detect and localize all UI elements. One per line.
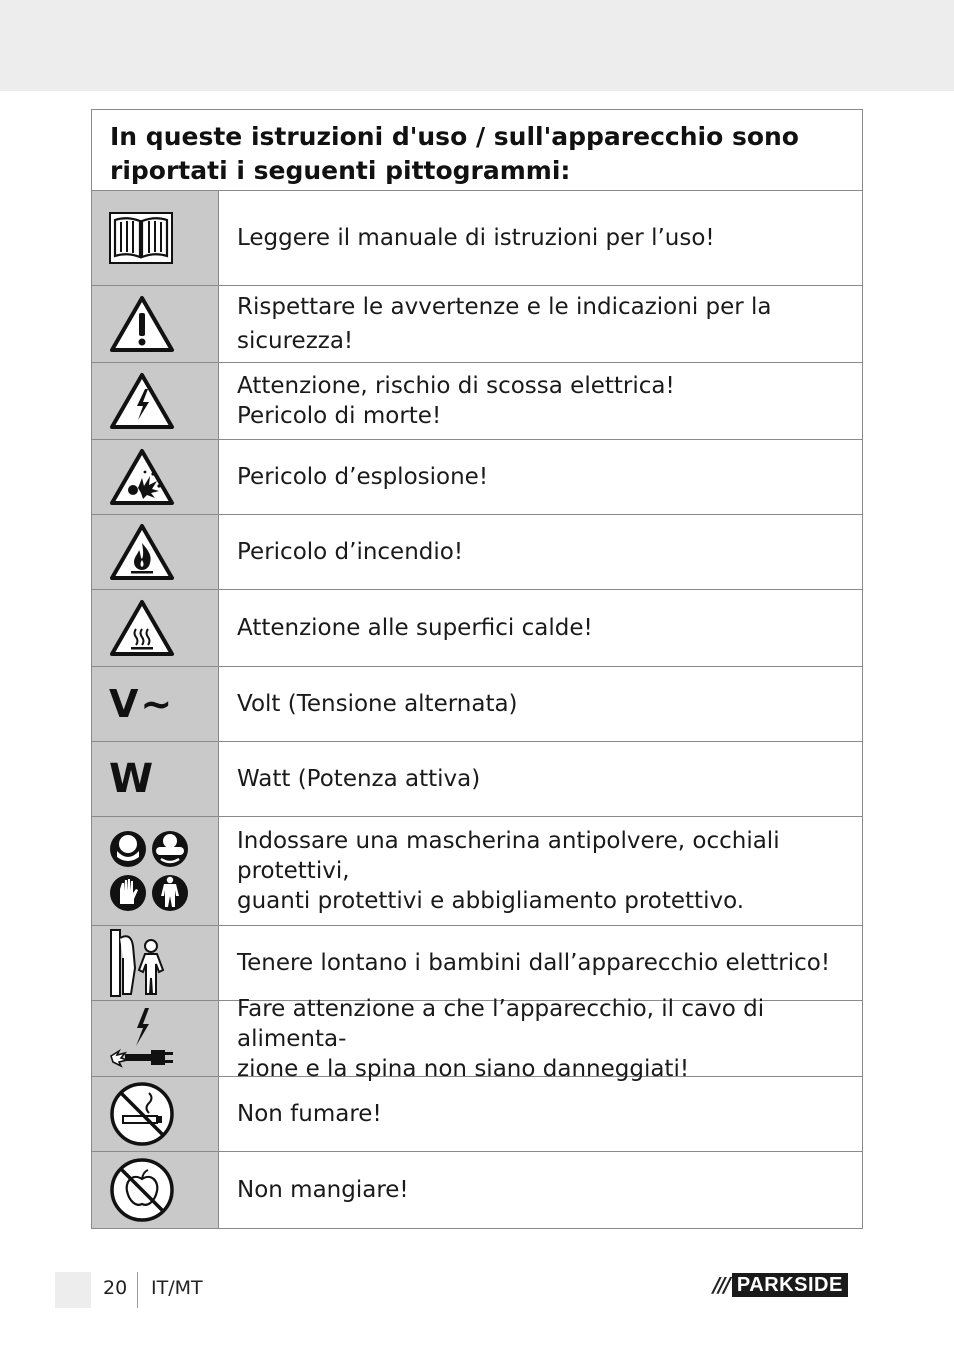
text-cell — [219, 590, 862, 666]
hot-surface-warning-icon — [109, 599, 175, 657]
footer-divider — [137, 1272, 138, 1308]
pictogram-table — [91, 109, 863, 1229]
pictogram-description: Non fumare! — [237, 1101, 382, 1127]
manual-book-icon — [109, 212, 173, 264]
page-number: 20 — [103, 1277, 128, 1299]
pictogram-description: Attenzione alle superfici calde! — [237, 615, 593, 641]
text-cell — [219, 440, 862, 514]
text-cell — [219, 995, 862, 1082]
no-eating-icon — [109, 1157, 175, 1223]
pictogram-description: Pericolo d’incendio! — [237, 539, 464, 565]
language-code: IT/MT — [151, 1277, 203, 1299]
watt-icon: W — [109, 756, 154, 802]
icon-cell — [92, 363, 219, 439]
pictogram-row — [92, 1152, 862, 1228]
icon-cell — [92, 667, 219, 741]
icon-cell — [92, 926, 219, 1000]
text-cell — [219, 926, 862, 1000]
electric-shock-warning-icon — [109, 372, 175, 430]
brand-name: PARKSIDE — [732, 1273, 848, 1297]
pictogram-row — [92, 742, 862, 817]
pictogram-description: Attenzione, rischio di scossa elettrica! — [237, 373, 675, 399]
pictogram-description: Tenere lontano i bambini dall’apparecchio elettrico! — [237, 950, 831, 976]
icon-cell — [92, 817, 219, 925]
pictogram-description: Fare attenzione a che l’apparecchio, il cavo di alimenta- — [237, 995, 765, 1052]
text-cell — [219, 515, 862, 589]
explosion-warning-icon — [109, 448, 175, 506]
icon-cell — [92, 191, 219, 285]
brand-logo — [713, 1273, 848, 1297]
pictogram-row — [92, 926, 862, 1001]
pictogram-description: Indossare una mascherina antipolvere, occhiali protettivi, — [237, 828, 780, 884]
pictogram-description: Pericolo d’esplosione! — [237, 464, 489, 490]
pictogram-row — [92, 440, 862, 515]
pictogram-row — [92, 286, 862, 363]
pictogram-description: zione e la spina non siano danneggiati! — [237, 1055, 690, 1082]
icon-cell — [92, 515, 219, 589]
pictogram-row — [92, 995, 862, 1082]
icon-cell — [92, 1152, 219, 1228]
text-cell — [219, 363, 862, 439]
pictogram-row — [92, 667, 862, 742]
text-cell — [219, 191, 862, 285]
top-band — [0, 0, 954, 91]
text-cell — [219, 1077, 862, 1151]
icon-cell — [92, 1077, 219, 1151]
table-heading-line-2: riportati i seguenti pittogrammi: — [110, 156, 571, 185]
text-cell — [219, 742, 862, 816]
damaged-cable-icon — [109, 1006, 175, 1072]
text-cell — [219, 1152, 862, 1228]
pictogram-description: Volt (Tensione alternata) — [237, 691, 518, 717]
pictogram-description: Rispettare le avvertenze e le indicazioni per la sicurezza! — [237, 294, 772, 354]
volt-ac-icon: V~ — [109, 682, 175, 726]
protective-equipment-icon — [109, 829, 191, 913]
pictogram-description: Non mangiare! — [237, 1177, 409, 1203]
pictogram-description: guanti protettivi e abbigliamento protettivo. — [237, 888, 745, 914]
icon-cell — [92, 590, 219, 666]
pictogram-description: Pericolo di morte! — [237, 403, 442, 429]
pictogram-row — [92, 817, 862, 926]
brand-slashes: /// — [713, 1273, 729, 1297]
pictogram-description: Leggere il manuale di istruzioni per l’uso! — [237, 225, 715, 251]
pictogram-row — [92, 363, 862, 440]
icon-cell — [92, 286, 219, 362]
footer-marker — [55, 1272, 91, 1308]
table-heading-line-1: In queste istruzioni d'uso / sull'apparecchio sono — [110, 122, 799, 151]
icon-cell — [92, 742, 219, 816]
fire-warning-icon — [109, 523, 175, 581]
text-cell — [219, 286, 862, 362]
pictogram-row — [92, 1077, 862, 1152]
table-heading — [92, 110, 862, 191]
icon-cell — [92, 440, 219, 514]
keep-children-away-icon — [109, 928, 169, 998]
pictogram-row — [92, 515, 862, 590]
text-cell — [219, 817, 862, 925]
text-cell — [219, 667, 862, 741]
pictogram-row — [92, 590, 862, 667]
pictogram-description: Watt (Potenza attiva) — [237, 766, 481, 792]
icon-cell — [92, 1001, 219, 1076]
no-smoking-icon — [109, 1081, 175, 1147]
pictogram-row — [92, 191, 862, 286]
warning-exclamation-icon — [109, 295, 175, 353]
